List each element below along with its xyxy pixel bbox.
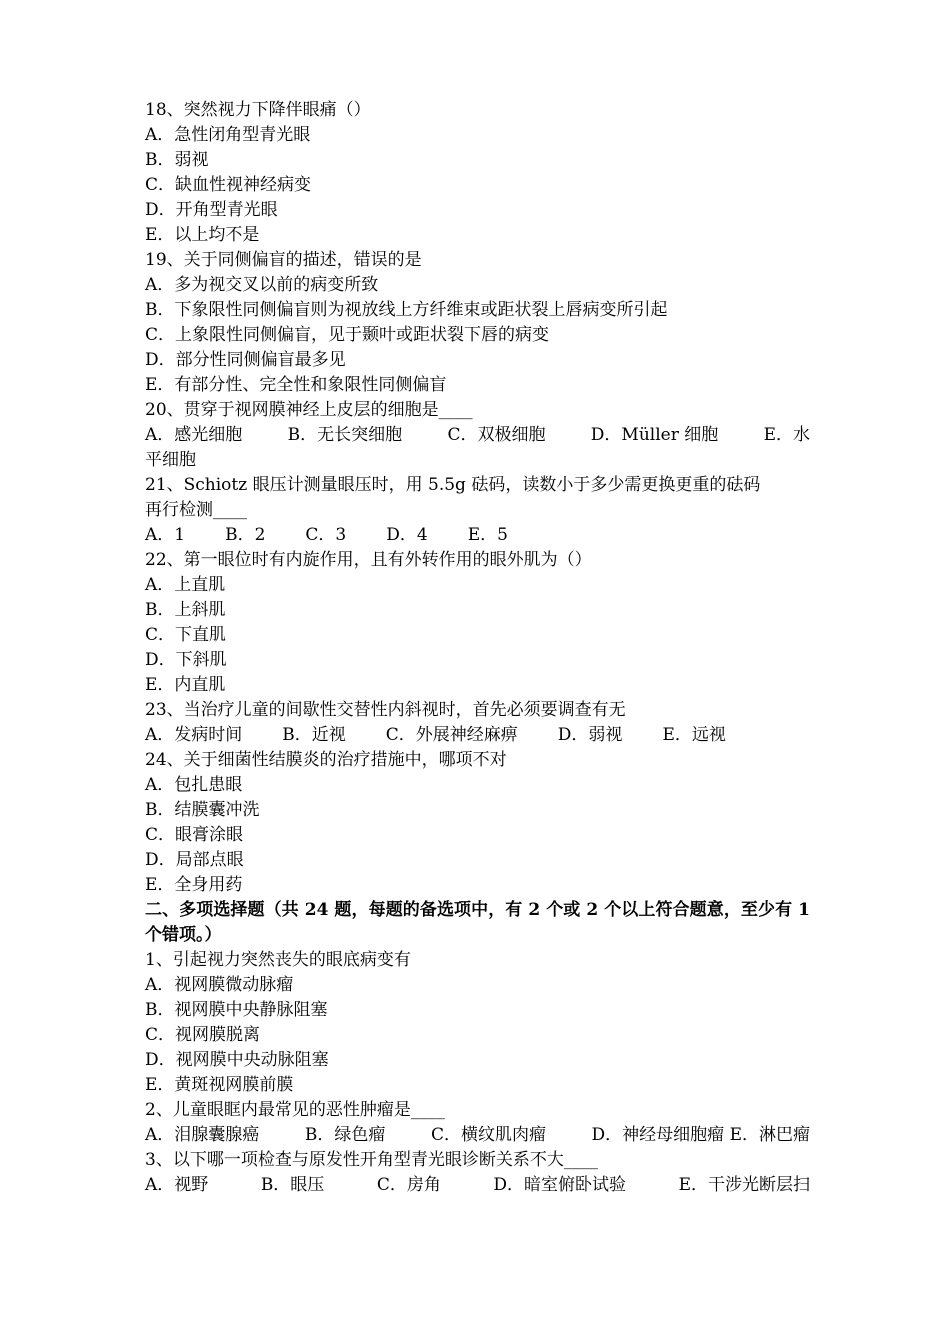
option: A．感光细胞 [145,425,243,445]
option: E．干涉光断层扫 [678,1175,810,1195]
document-page [145,98,810,1198]
option: C．房角 [376,1175,441,1195]
question-stem: 20、贯穿于视网膜神经上皮层的细胞是____ [145,400,473,420]
option: A．包扎患眼 [145,775,243,795]
option: D．局部点眼 [145,850,244,870]
option: C．外展神经麻痹 [385,725,518,745]
option: C．眼膏涂眼 [145,825,244,845]
section-heading: 二、多项选择题（共 24 题，每题的备选项中，有 2 个或 2 个以上符合题意，至少有 1 个错项。） [145,900,810,945]
option: E．有部分性、完全性和象限性同侧偏盲 [145,375,447,395]
question-stem: 1、引起视力突然丧失的眼底病变有 [145,950,411,970]
option: A．急性闭角型青光眼 [145,125,311,145]
option: E．全身用药 [145,875,243,895]
question-stem: 21、Schiotz 眼压计测量眼压时，用 5.5g 砝码，读数小于多少需更换更重的砝码 [145,475,761,495]
option: D．部分性同侧偏盲最多见 [145,350,346,370]
option: C．3 [305,525,347,545]
option: D．4 [386,525,428,545]
option: D．神经母细胞瘤 E．淋巴瘤 [591,1125,810,1145]
option: D．开角型青光眼 [145,200,278,220]
option: A．多为视交叉以前的病变所致 [145,275,379,295]
option: D．弱视 [557,725,623,745]
question-stem: 18、突然视力下降伴眼痛（） [145,100,371,120]
question-stem: 19、关于同侧偏盲的描述，错误的是 [145,250,422,270]
option-row [145,723,810,748]
option: B．2 [225,525,266,545]
option: A．视网膜微动脉瘤 [145,975,294,995]
option: B．弱视 [145,150,209,170]
option: D．Müller 细胞 [590,425,719,445]
option: A．视野 [145,1175,209,1195]
question-stem: 24、关于细菌性结膜炎的治疗措施中，哪项不对 [145,750,507,770]
question-stem: 3、以下哪一项检查与原发性开角型青光眼诊断关系不大____ [145,1150,598,1170]
option-row [145,1173,810,1198]
option: E．内直肌 [145,675,226,695]
option: E．以上均不是 [145,225,260,245]
option-continuation: 平细胞 [145,450,196,470]
option: C．上象限性同侧偏盲，见于颞叶或距状裂下唇的病变 [145,325,550,345]
option-row [145,423,810,448]
option: A．发病时间 [145,725,243,745]
option: D．视网膜中央动脉阻塞 [145,1050,329,1070]
option: C．视网膜脱离 [145,1025,261,1045]
option: B．视网膜中央静脉阻塞 [145,1000,328,1020]
option: A．1 [145,525,186,545]
question-stem: 2、儿童眼眶内最常见的恶性肿瘤是____ [145,1100,445,1120]
option: B．无长突细胞 [287,425,403,445]
option: B．近视 [282,725,346,745]
option: C．双极细胞 [447,425,546,445]
question-stem-continuation: 再行检测____ [145,500,247,520]
option: E．5 [467,525,508,545]
option: B．上斜肌 [145,600,226,620]
option: D．暗室俯卧试验 [493,1175,627,1195]
option: E．水 [763,425,810,445]
option: E．远视 [662,725,726,745]
option: C．缺血性视神经病变 [145,175,312,195]
option: B．结膜囊冲洗 [145,800,260,820]
option: B．眼压 [260,1175,325,1195]
option: B．下象限性同侧偏盲则为视放线上方纤维束或距状裂上唇病变所引起 [145,300,668,320]
option: C．下直肌 [145,625,227,645]
option-row [145,1123,810,1148]
option: E．黄斑视网膜前膜 [145,1075,294,1095]
option: A．泪腺囊腺癌 [145,1125,260,1145]
option: A．上直肌 [145,575,226,595]
option-row [145,523,810,548]
option: D．下斜肌 [145,650,227,670]
option: B．绿色瘤 [304,1125,386,1145]
question-stem: 23、当治疗儿童的间歇性交替性内斜视时，首先必须要调查有无 [145,700,626,720]
option: C．横纹肌肉瘤 [430,1125,546,1145]
question-stem: 22、第一眼位时有内旋作用，且有外转作用的眼外肌为（） [145,550,592,570]
